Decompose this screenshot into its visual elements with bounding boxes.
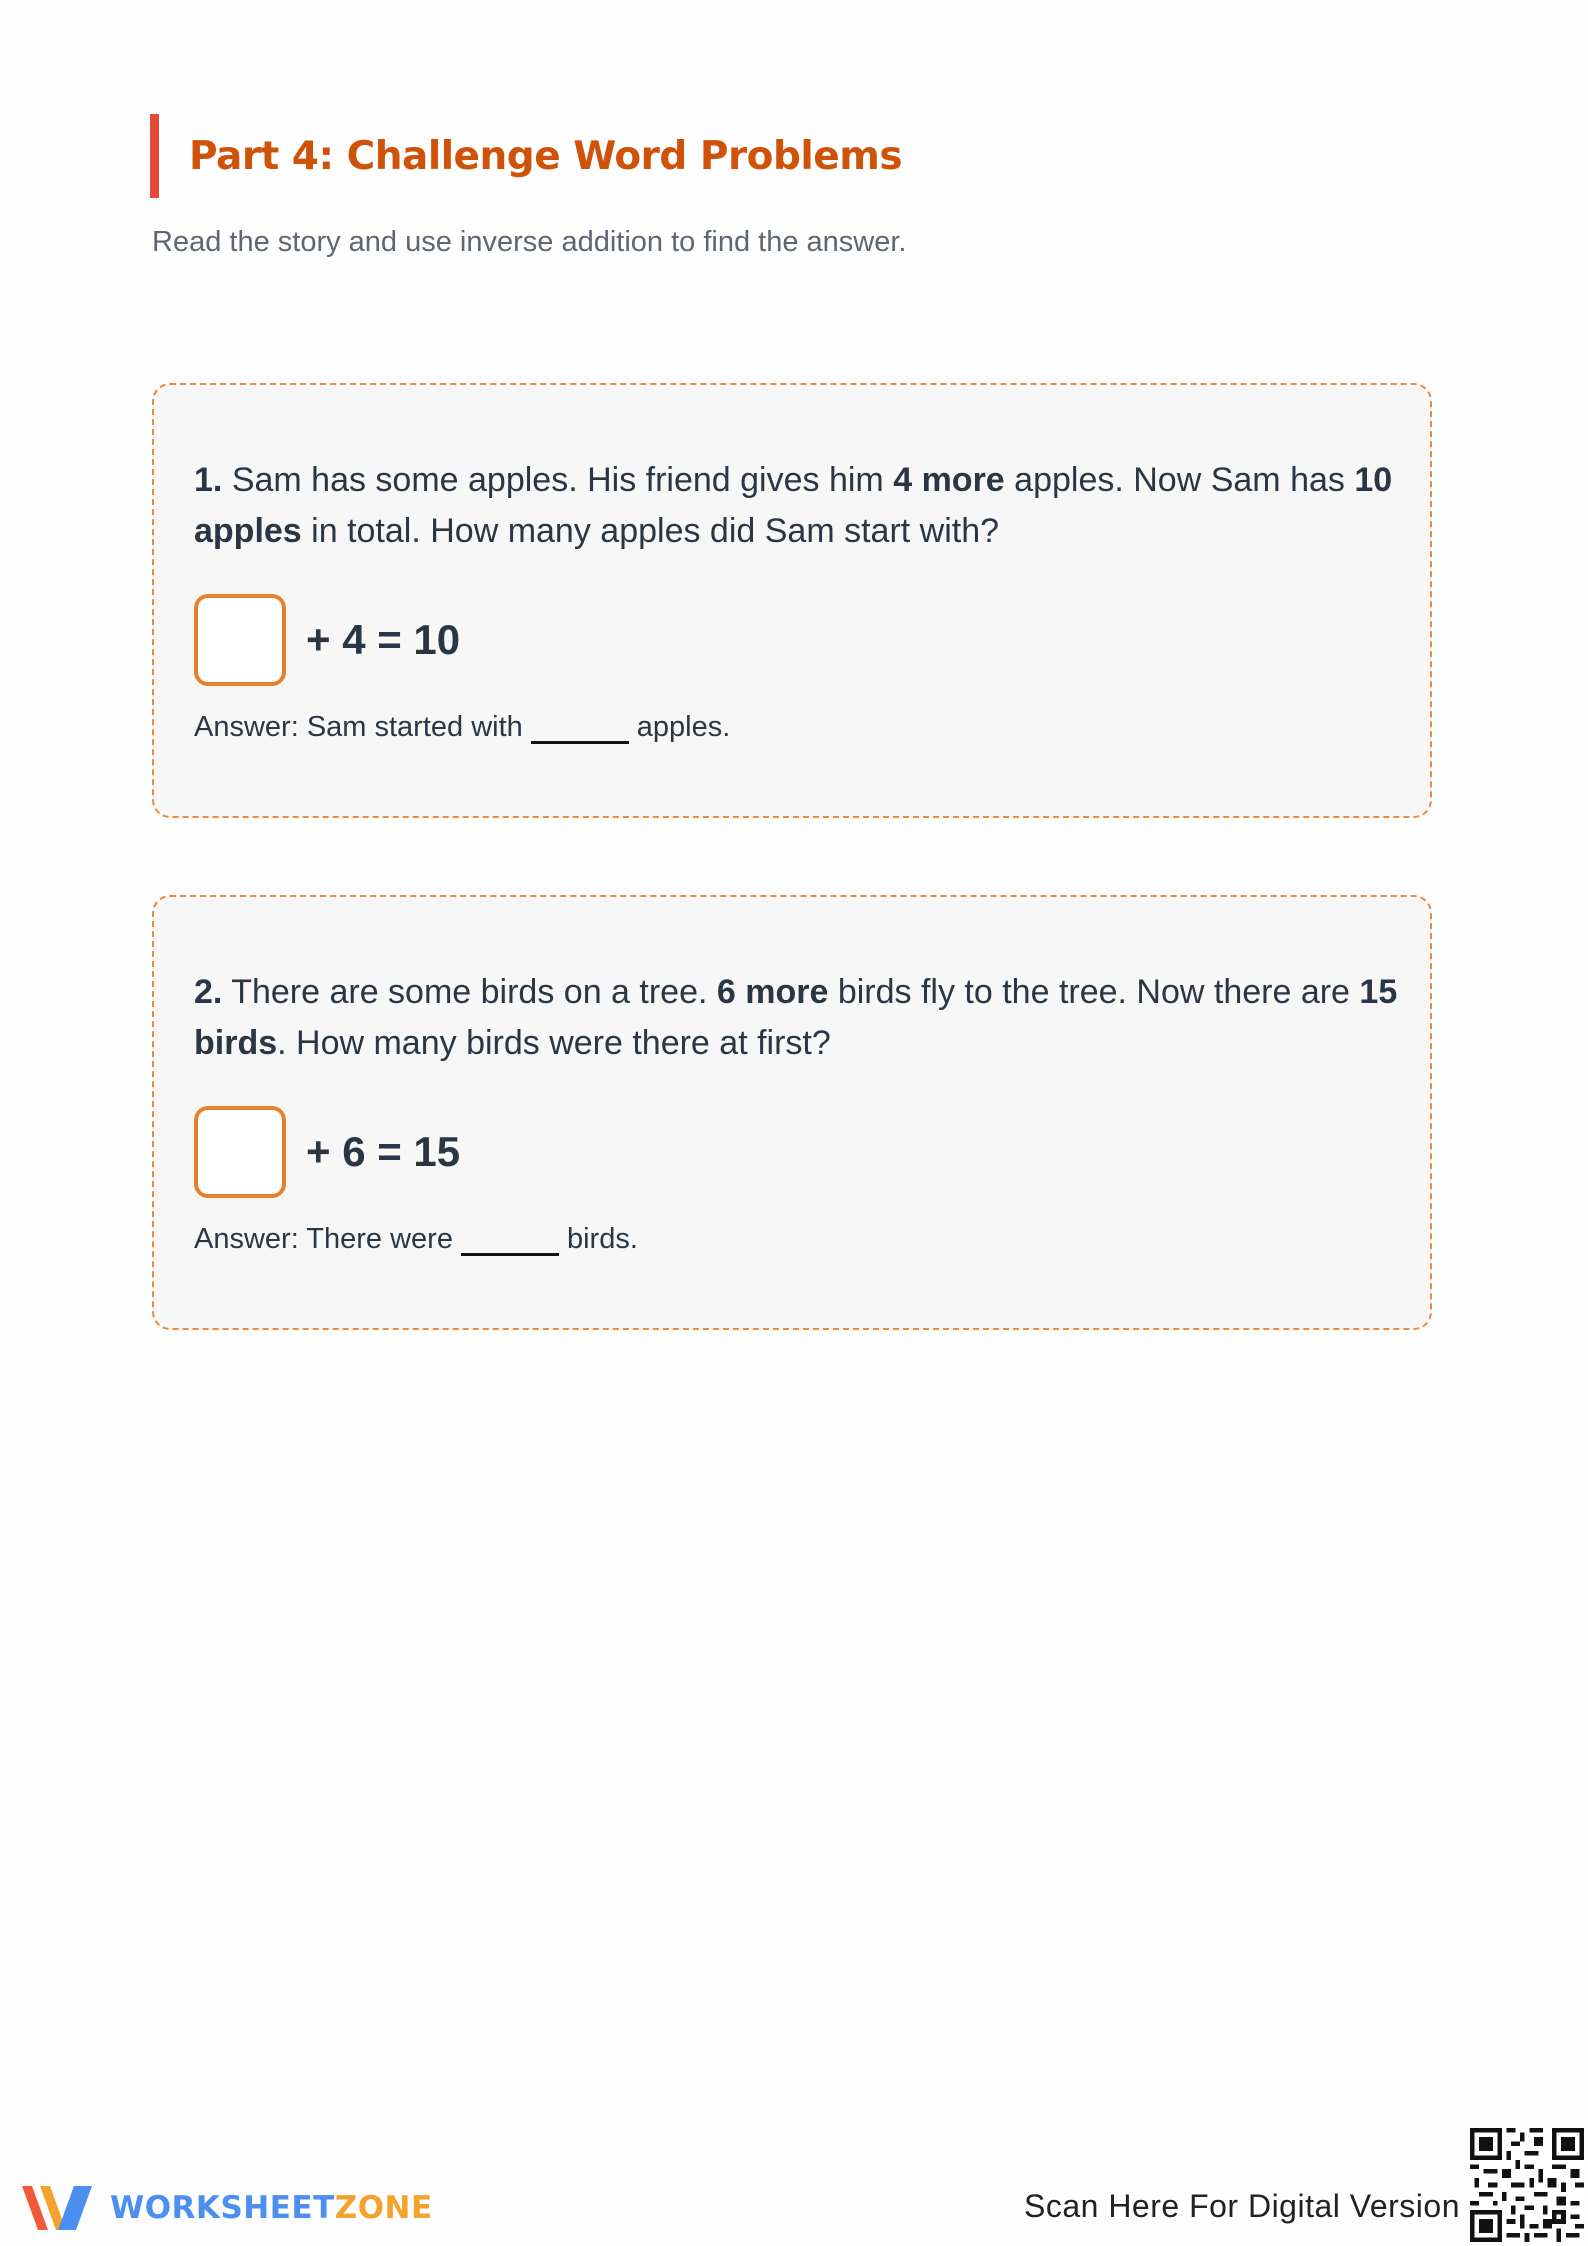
problem-emphasis: 6 more <box>716 973 829 1011</box>
equation-row <box>194 1102 460 1202</box>
problem-card-1 <box>152 383 1432 818</box>
answer-line <box>194 1223 638 1256</box>
problem-text <box>194 455 1409 557</box>
scan-text: Scan Here For Digital Version <box>1023 2188 1460 2224</box>
logo-text-part-2: ZONE <box>334 2190 433 2226</box>
problem-text <box>194 967 1409 1069</box>
worksheetzone-logo-icon <box>18 2180 96 2236</box>
problem-text-part: Sam has some apples. His friend gives him <box>231 461 884 499</box>
problem-text-part: . How many birds were there at first? <box>277 1024 831 1062</box>
section-header <box>150 114 902 198</box>
answer-line <box>194 711 730 744</box>
instructions-text: Read the story and use inverse addition to find the answer. <box>152 226 907 258</box>
logo-text <box>110 2190 433 2226</box>
answer-prefix: Answer: Sam started with <box>194 711 523 743</box>
problem-emphasis: 15 birds <box>194 973 1398 1062</box>
problem-emphasis: 10 apples <box>194 461 1393 550</box>
equation-row <box>194 590 460 690</box>
problem-card-2 <box>152 895 1432 1330</box>
page-title: Part 4: Challenge Word Problems <box>189 133 903 179</box>
equation-text: + 6 = 15 <box>306 1128 461 1175</box>
answer-prefix: Answer: There were <box>194 1223 453 1255</box>
equation-text: + 4 = 10 <box>306 616 461 663</box>
problem-number: 2. <box>194 973 223 1011</box>
qr-code-icon[interactable] <box>1470 2128 1584 2242</box>
footer-logo <box>18 2180 433 2236</box>
answer-blank[interactable] <box>461 1223 559 1256</box>
answer-box[interactable] <box>194 1106 286 1198</box>
answer-box[interactable] <box>194 594 286 686</box>
answer-blank[interactable] <box>531 711 629 744</box>
problem-emphasis: 4 more <box>893 461 1005 499</box>
answer-suffix: apples. <box>636 711 731 743</box>
accent-bar <box>150 114 159 198</box>
problem-number: 1. <box>194 461 223 499</box>
problem-text-part: in total. How many apples did Sam start with? <box>311 512 1000 550</box>
problem-text-part: birds fly to the tree. Now there are <box>837 973 1350 1011</box>
answer-suffix: birds. <box>566 1223 638 1255</box>
problem-text-part: apples. Now Sam has <box>1014 461 1345 499</box>
logo-text-part-1: WORKSHEET <box>110 2190 335 2226</box>
problem-text-part: There are some birds on a tree. <box>231 973 708 1011</box>
